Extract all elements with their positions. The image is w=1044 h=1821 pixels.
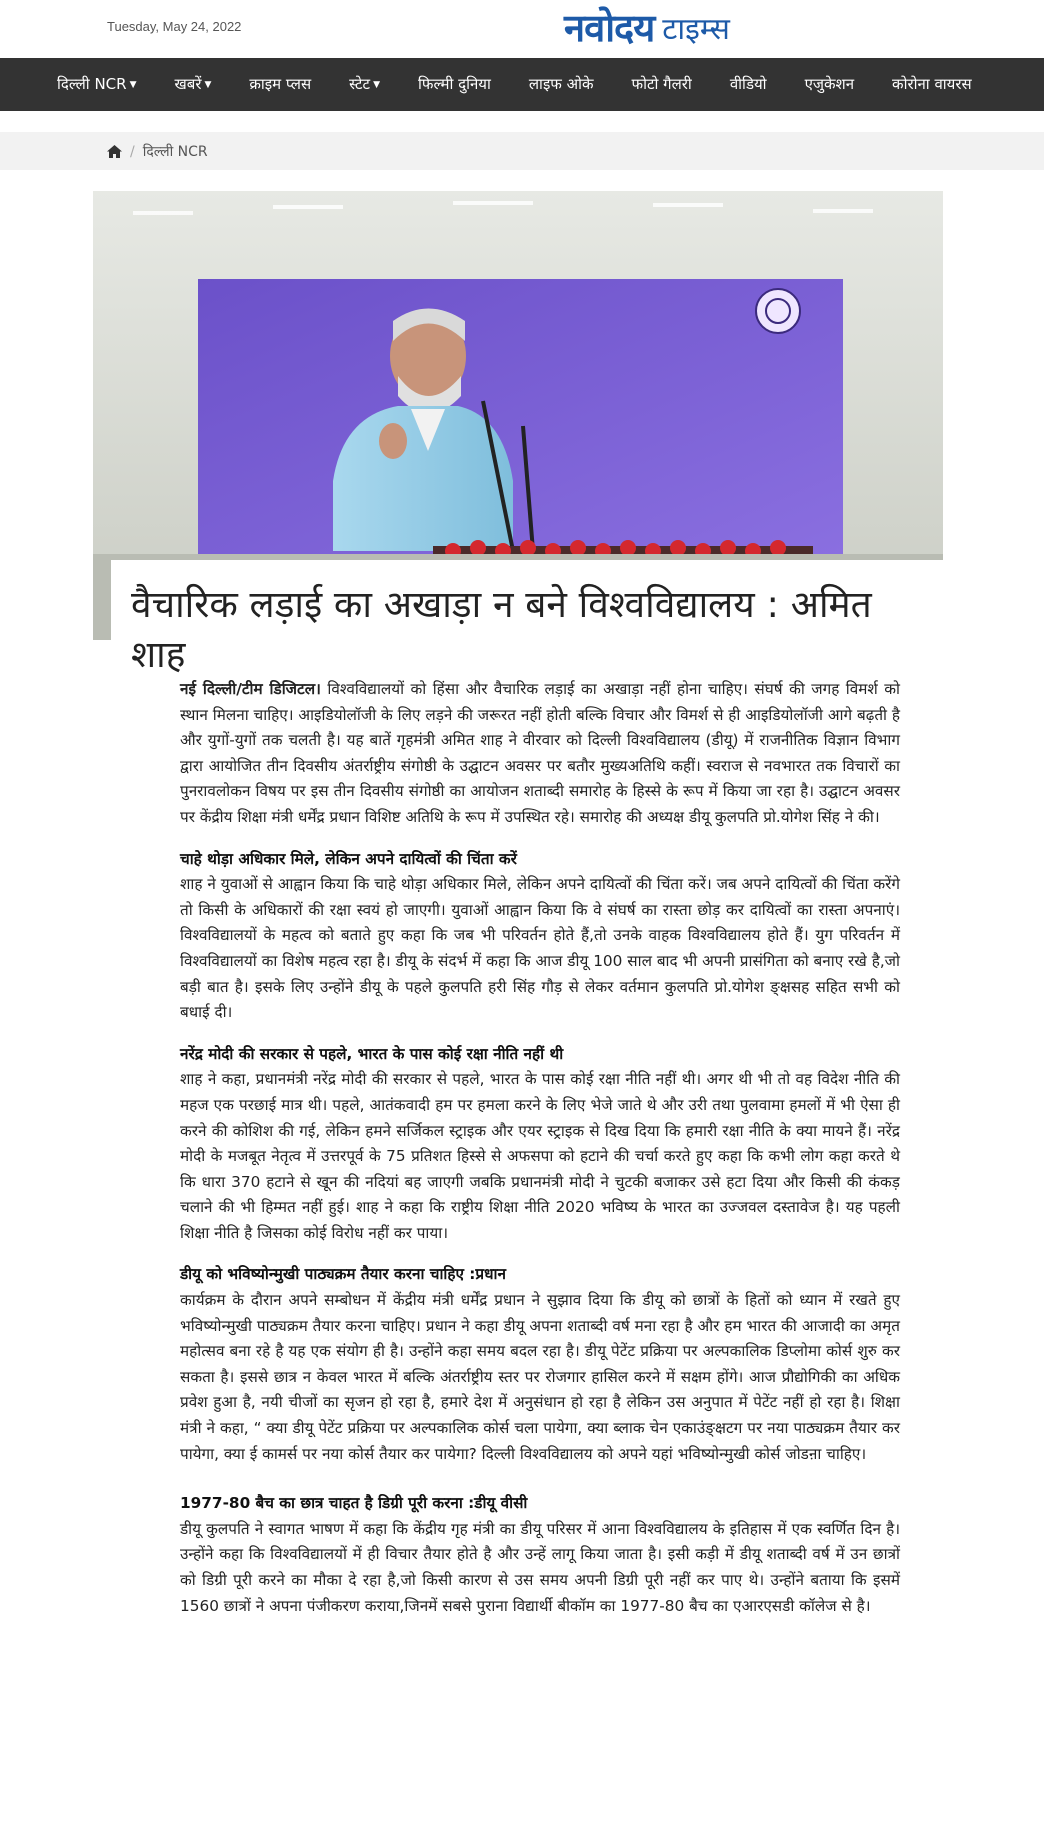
nav-item-news[interactable] [155, 58, 230, 112]
logo-primary: नवोदय [564, 6, 655, 50]
nav-label: लाइफ ओके [528, 75, 594, 93]
section-heading: चाहे थोड़ा अधिकार मिले, लेकिन अपने दायित्वों की चिंता करें [180, 849, 517, 868]
nav-label: एजुकेशन [804, 75, 855, 93]
nav-item-video[interactable] [711, 58, 786, 111]
nav-label: खबरें [174, 74, 202, 93]
breadcrumb-current[interactable]: दिल्ली NCR [142, 144, 208, 160]
nav-item-state[interactable] [330, 58, 399, 112]
nav-label: फोटो गैलरी [631, 75, 692, 93]
caret-down-icon: ▼ [129, 79, 137, 90]
nav-item-crime-plus[interactable] [230, 58, 330, 111]
home-icon[interactable] [107, 145, 122, 158]
caret-down-icon: ▼ [204, 79, 212, 90]
dateline: नई दिल्ली/टीम डिजिटल। [180, 680, 321, 698]
nav-item-education[interactable] [786, 58, 873, 111]
article-section [180, 1042, 900, 1247]
nav-label: क्राइम प्लस [249, 75, 312, 93]
nav-item-filmi-duniya[interactable] [399, 58, 510, 111]
nav-item-life-ok[interactable] [510, 58, 613, 111]
paragraph-text: शाह ने कहा, प्रधानमंत्री नरेंद्र मोदी की सरकार से पहले, भारत के पास कोई रक्षा नीति नहीं थी। अगर थी भी तो वह विदेश नीति की महज एक परछाई मात्र थी। पहले, आतंकवादी हम पर हमला करने के लिए भेजे जाते थे और उरी तथा पुलवामा हमलों में भी ऐसा ही करने की कोशिश की गई, लेकिन हमने सर्जिकल स्ट्राइक और एयर स्ट्राइक से दिख दिया कि हमारी रक्षा नीति के क्या मायने हैं। नरेंद्र मोदी के मजबूत नेतृत्व में उत्तरपूर्व के 75 प्रतिशत हिस्से से अफसपा को हटाने की चर्चा करते हुए कहा कि कभी लोग कहा करते थे कि धारा 370 हटाने से खून की नदियां बह जाएगी जबकि प्रधानमंत्री मोदी ने चुटकी बजाकर उसे हटा दिया और किसी की कंकड़ चलाने की भी हिम्मत नहीं हुई। शाह ने कहा कि राष्ट्रीय शिक्षा नीति 2020 भविष्य के भारत का उज्जवल दस्तावेज है। यह पहली शिक्षा नीति है जिसका कोई विरोध नहीं कर पाया। [180, 1070, 900, 1242]
section-heading: डीयू को भविष्योन्मुखी पाठ्यक्रम तैयार करना चाहिए :प्रधान [180, 1265, 506, 1284]
breadcrumb-separator: / [130, 143, 135, 160]
article-section [180, 1262, 900, 1467]
paragraph-text: कार्यक्रम के दौरान अपने सम्बोधन में केंद्रीय मंत्री धर्मेंद्र प्रधान ने सुझाव दिया कि डीयू को छात्रों के हितों को ध्यान में रखते हुए भविष्योन्मुखी पाठ्यक्रम तैयार करना चाहिए। प्रधान ने कहा डीयू अपना शताब्दी वर्ष मना रहा है और हम भारत की आजादी का अमृत महोत्सव बना रहे है यह एक संयोग ही है। उन्होंने कहा समय बदल रहा है। डीयू पेटेंट प्रक्रिया पर अल्पकालिक डिप्लोमा कोर्स शुरु कर सकता है। इससे छात्र न केवल भारत में बल्कि अंतर्राष्ट्रीय स्तर पर रोजगार हासिल करने में सक्षम होंगे। आज प्रौद्योगिकी का अधिक प्रवेश हुआ है, नयी चीजों का सृजन हो रहा है, हमारे देश में अनुसंधान हो रहा है लेकिन उस अनुपात में पेटेंट नहीं हो रहा है। शिक्षा मंत्री ने कहा, “ क्या डीयू पेटेंट प्रक्रिया पर अल्पकालिक कोर्स चला पायेगा, क्या ब्लाक चेन एकाउंङ्क्षटग पर नया पाठ्यक्रम तैयार कर पायेगा, क्या ई कामर्स पर नया कोर्स तैयार कर पायेगा? दिल्ली विश्वविद्यालय को अपने यहां भविष्योन्मुखी कोर्स जोडऩा चाहिए। [180, 1291, 900, 1463]
nav-label: फिल्मी दुनिया [418, 75, 491, 93]
article-paragraph [180, 677, 900, 831]
nav-label: वीडियो [729, 75, 767, 93]
nav-item-corona-virus[interactable] [873, 58, 991, 111]
paragraph-text: विश्वविद्यालयों को हिंसा और वैचारिक लड़ाई का अखाड़ा नहीं होना चाहिए। संघर्ष की जगह विमर्श को स्थान मिलना चाहिए। आइडियोलॉजी के लिए लड़ने की जरूरत नहीं होती बल्कि विचार और विमर्श से ही आइडियोलॉजी आगे बढ़ती है और युगों-युगों तक चलती है। यह बातें गृहमंत्री अमित शाह ने वीरवार को दिल्ली विश्वविद्यालय (डीयू) में राजनीतिक विज्ञान विभाग द्वारा आयोजित तीन दिवसीय अंतर्राष्ट्रीय संगोष्ठी के उद्घाटन अवसर पर बतौर मुख्यअतिथि कहीं। स्वराज से नवभारत तक विचारों का पुनरावलोकन विषय पर इस तीन दिवसीय संगोष्ठी का आयोजन शताब्दी समारोह के हिस्से के रूप में किया जा रहा है। उद्घाटन अवसर पर केंद्रीय शिक्षा मंत्री धर्मेंद्र प्रधान विशिष्ट अतिथि के रूप में उपस्थित रहे। समारोह की अध्यक्ष डीयू कुलपति प्रो.योगेश सिंह ने की। [180, 680, 900, 826]
article-section [180, 847, 900, 1026]
main-nav [0, 58, 1044, 111]
current-date: Tuesday, May 24, 2022 [107, 19, 242, 34]
paragraph-text: डीयू कुलपति ने स्वागत भाषण में कहा कि केंद्रीय गृह मंत्री का डीयू परिसर में आना विश्वविद्यालय के इतिहास में एक स्वर्णित दिन है। उन्होंने कहा कि विश्वविद्यालयों में ही विचार तैयार होते है और उन्हें लागू किया जाता है। इसी कड़ी में डीयू शताब्दी वर्ष में उन छात्रों को डिग्री पूरी करने का मौका दे रहा है,जो किसी कारण से उस समय अपनी डिग्री पूरी नहीं कर पाए थे। उन्होंने बताया कि इसमें 1560 छात्रों ने अपना पंजीकरण कराया,जिनमें सबसे पुराना विद्यार्थी बीकॉम का 1977-80 बैच का एआरएसडी कॉलेज से है। [180, 1519, 900, 1615]
headline-box [111, 560, 943, 688]
caret-down-icon: ▼ [373, 79, 380, 90]
logo-secondary: टाइम्स [662, 12, 730, 47]
section-heading: नरेंद्र मोदी की सरकार से पहले, भारत के पास कोई रक्षा नीति नहीं थी [180, 1044, 564, 1063]
article-section [180, 1491, 900, 1619]
nav-label: स्टेट [349, 74, 371, 93]
nav-item-photo-gallery[interactable] [613, 58, 711, 111]
nav-label: कोरोना वायरस [892, 75, 972, 93]
nav-label: दिल्ली NCR [57, 74, 127, 93]
paragraph-text: शाह ने युवाओं से आह्वान किया कि चाहे थोड़ा अधिकार मिले, लेकिन अपने दायित्वों की चिंता करें। जब अपने दायित्वों की चिंता करेंगे तो किसी के अधिकारों की रक्षा स्वयं हो जाएगी। युवाओं आह्वान किया कि वे संघर्ष का रास्ता छोड़ कर दायित्वों का रास्ता अपनाएं। विश्वविद्यालयों के महत्व को बताते हुए कहा कि जब भी परिवर्तन होते हैं,तो उनके वाहक विश्वविद्यालय होते हैं। युग परिवर्तन में विश्वविद्यालयों का विशेष महत्व रहा है। डीयू के संदर्भ में कहा कि आज डीयू 100 साल बाद भी अपनी प्रासंगिता को बनाए रखे है,जो बड़ी बात है। इसके लिए उन्होंने डीयू के पहले कुलपति हरी सिंह गौड़ से लेकर वर्तमान कुलपति प्रो.योगेश ङ्क्षसह सहित सभी को बधाई दी। [180, 875, 900, 1022]
site-logo[interactable] [564, 6, 730, 50]
nav-item-delhi-ncr[interactable] [38, 58, 155, 112]
breadcrumb [0, 132, 1044, 170]
top-bar [0, 0, 1044, 58]
article-headline: वैचारिक लड़ाई का अखाड़ा न बने विश्वविद्यालय : अमित शाह [131, 583, 872, 676]
article-body [180, 677, 900, 1635]
section-heading: 1977-80 बैच का छात्र चाहत है डिग्री पूरी करना :डीयू वीसी [180, 1494, 528, 1513]
